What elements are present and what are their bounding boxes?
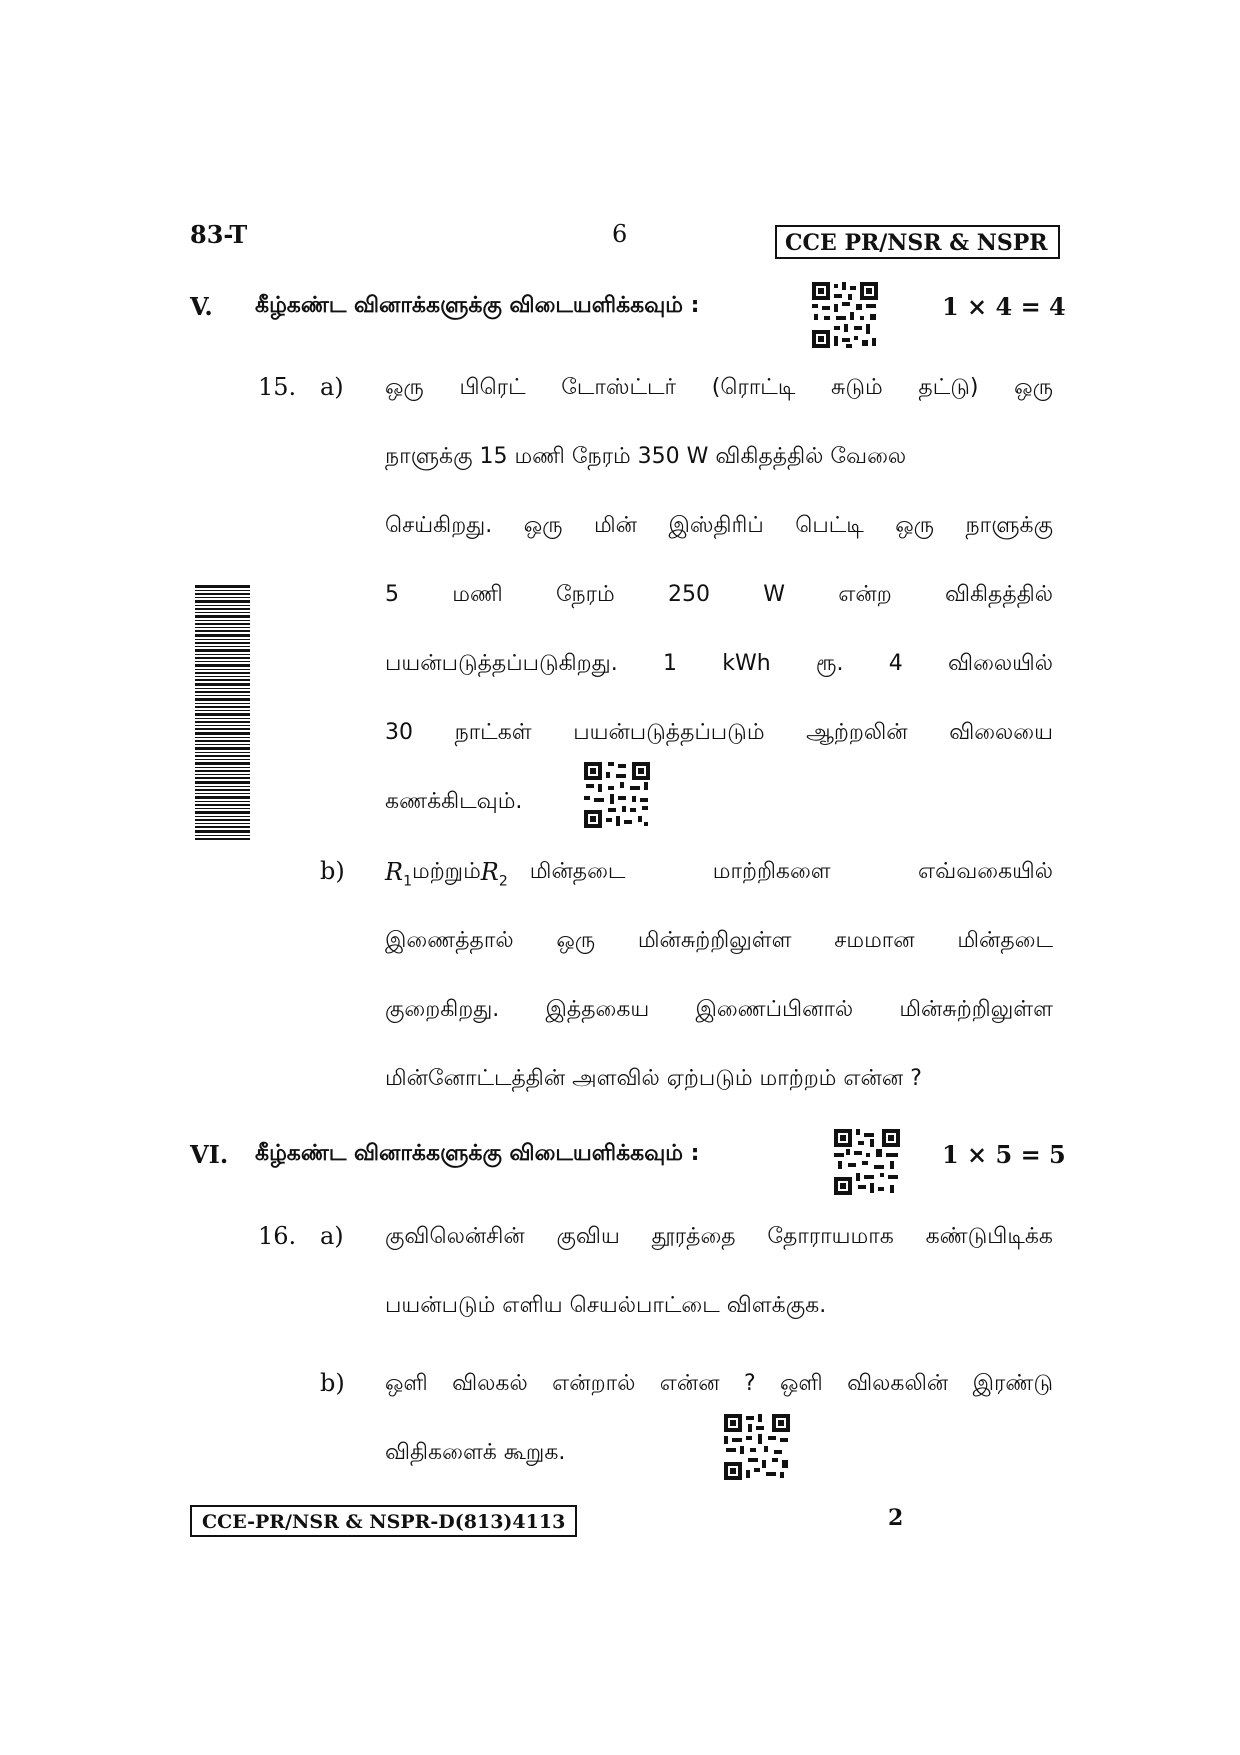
qr-code-icon: [810, 280, 880, 350]
question-text-line: பயன்படுத்தப்படுகிறது. 1 kWh ரூ. 4 விலையில்: [385, 651, 1053, 676]
section-v-marks: 1 × 4 = 4: [942, 292, 1066, 321]
section-vi-marks: 1 × 5 = 5: [942, 1140, 1066, 1169]
question-text-line: குறைகிறது. இத்தகைய இணைப்பினால் மின்சுற்றிலுள்ள: [385, 997, 1053, 1022]
question-text-line: பயன்படும் எளிய செயல்பாட்டை விளக்குக.: [385, 1293, 827, 1318]
footer-paper-code: CCE-PR/NSR & NSPR-D(813)4113: [190, 1505, 577, 1537]
qr-code-icon: [582, 760, 652, 830]
section-vi-number: VI.: [190, 1140, 229, 1169]
question-text-line: இணைத்தால் ஒரு மின்சுற்றிலுள்ள சமமான மின்தடை: [385, 928, 1053, 953]
question-text-line: [385, 857, 1053, 896]
board-label: CCE PR/NSR & NSPR: [775, 225, 1060, 259]
part-label: a): [320, 1222, 344, 1250]
question-text-line: மின்னோட்டத்தின் அளவில் ஏற்படும் மாற்றம் என்ன ?: [385, 1066, 922, 1091]
qr-code-icon: [722, 1412, 792, 1482]
question-text-line: ஒளி விலகல் என்றால் என்ன ? ஒளி விலகலின் இரண்டு: [385, 1371, 1053, 1396]
question-text-line: விதிகளைக் கூறுக.: [385, 1440, 566, 1465]
question-number: 16.: [258, 1222, 297, 1250]
section-vi-instruction: கீழ்கண்ட வினாக்களுக்கு விடையளிக்கவும் :: [255, 1141, 700, 1166]
question-text-line: செய்கிறது. ஒரு மின் இஸ்திரிப் பெட்டி ஒரு நாளுக்கு: [385, 513, 1053, 538]
footer-sheet-number: 2: [888, 1505, 904, 1531]
section-v-instruction: கீழ்கண்ட வினாக்களுக்கு விடையளிக்கவும் :: [255, 293, 700, 318]
paper-code: 83-T: [190, 220, 248, 249]
question-text-line: நாளுக்கு 15 மணி நேரம் 350 W விகிதத்தில் வேலை: [385, 444, 907, 469]
question-text-line: 5 மணி நேரம் 250 W என்ற விகிதத்தில்: [385, 582, 1053, 607]
section-v-number: V.: [190, 292, 213, 321]
part-label: b): [320, 1369, 345, 1397]
and-word: மற்றும்: [412, 859, 481, 884]
question-text-line: 30 நாட்கள் பயன்படுத்தப்படும் ஆற்றலின் விலையை: [385, 720, 1053, 745]
question-number: 15.: [258, 373, 297, 401]
question-text-line: ஒரு பிரெட் டோஸ்ட்டர் (ரொட்டி சுடும் தட்டு) ஒரு: [385, 375, 1053, 400]
part-label: a): [320, 373, 344, 401]
part-label: b): [320, 857, 345, 885]
barcode-icon: [195, 585, 250, 840]
resistor-r2: $R_2$: [480, 858, 508, 890]
question-text-line: குவிலென்சின் குவிய தூரத்தை தோராயமாக கண்டுபிடிக்க: [385, 1224, 1053, 1249]
qr-code-icon: [832, 1127, 902, 1197]
question-text-line: கணக்கிடவும்.: [385, 789, 523, 814]
question-text-rest: மின்தடை மாற்றிகளை எவ்வகையில்: [529, 859, 1053, 884]
page-number: 6: [612, 220, 628, 248]
resistor-r1: $R_1$: [385, 858, 412, 890]
